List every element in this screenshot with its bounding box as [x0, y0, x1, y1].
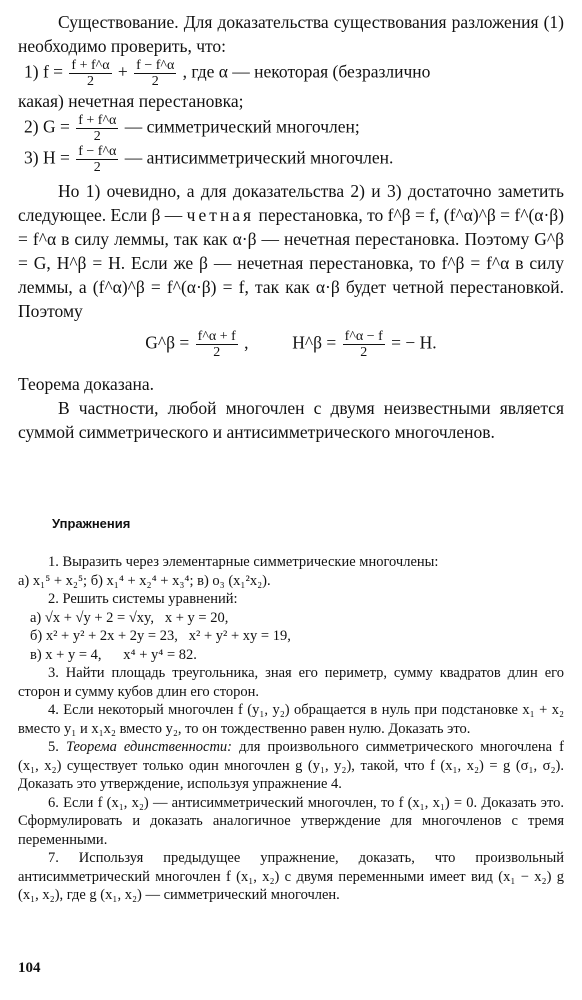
frac-numerator: f^α − f [344, 329, 383, 344]
exercise-5-number: 5. [48, 739, 59, 755]
frac-denominator: 2 [151, 74, 159, 89]
exercise-1-parts: а) x₁⁵ + x₂⁵; б) x₁⁴ + x₂⁴ + x₃⁴; в) o₃ (x₁²x₂). [18, 572, 271, 589]
theorem-proved: Теорема доказана. [18, 374, 155, 394]
system-b-eq1: б) x² + y² + 2x + 2y = 23, [30, 628, 178, 644]
frac-denominator: 2 [93, 129, 101, 144]
page-number: 104 [18, 960, 41, 976]
condition-2-text: — симметрический многочлен; [124, 116, 360, 137]
system-b [18, 627, 564, 646]
system-b-eq2: x² + y² + xy = 19, [188, 628, 291, 644]
display-middle: , H^β = [244, 332, 337, 353]
main-text [18, 10, 564, 444]
frac-numerator: f^α + f [197, 329, 236, 344]
exercise-5-title: Теорема единственности: [65, 739, 233, 755]
frac-denominator: 2 [86, 74, 94, 89]
frac-numerator: f − f^α [78, 144, 117, 159]
condition-3-mark: 3) [24, 147, 39, 168]
exercise-4: 4. Если некоторый многочлен f (y₁, y₂) обращается в нуль при подстановке x₁ + x₂ вместо y₁ и x₁x₂ вместо y₂, то он тождественно равен нулю. Доказать это. [18, 702, 564, 737]
condition-2-lhs: G = [42, 116, 70, 137]
exercises-block [18, 553, 564, 905]
frac-denominator: 2 [360, 345, 368, 360]
proof-text-b: перестановка, то f^β = f, (f^α)^β = f^(α·β) = f^α в силу леммы, так как α·β — нечетная перестановка. Поэтому G^β = G, H^β = H. Если же β — нечетная перестановка, то f^β = f^α в силу леммы, а (f^α)^β = f^(α·β) = f, так как α·β будет четной перестановкой. Поэтому [18, 205, 565, 321]
condition-1-mark: 1) [24, 61, 39, 82]
condition-2-fraction [76, 113, 118, 144]
display-formula [18, 329, 564, 360]
frac-denominator: 2 [93, 160, 101, 175]
condition-2 [18, 113, 564, 144]
condition-1-lhs: f = [42, 61, 64, 82]
frac-numerator: f + f^α [78, 113, 117, 128]
display-lhs-g: G^β = [145, 332, 190, 353]
display-fraction-1 [196, 329, 238, 360]
system-c-eq2: x⁴ + y⁴ = 82. [123, 646, 197, 663]
display-end: = − H. [391, 332, 437, 353]
exercise-5 [18, 738, 564, 794]
condition-3-fraction [76, 144, 118, 175]
condition-3-text: — антисимметрический многочлен. [124, 147, 394, 168]
exercise-5-text: для произвольного симметрического многочлена f (x₁, x₂) существует только один многочлен g (y₁, y₂), такой, что f (x₁, x₂) = g (σ₁, σ₂). Доказать это утверждение, используя упражнение 4. [18, 739, 564, 792]
condition-1-fraction-1 [69, 58, 111, 89]
exercises-heading: Упражнения [52, 516, 131, 531]
system-c [18, 646, 564, 665]
condition-1-text: , где α — некоторая (безразлично [182, 61, 431, 82]
proof-paragraph [18, 179, 564, 323]
frac-numerator: f + f^α [71, 58, 110, 73]
proof-spaced-word: четная [186, 205, 255, 225]
condition-3 [18, 144, 564, 175]
exercise-3: 3. Найти площадь треугольника, зная его периметр, сумму квадратов длин его сторон и сумму кубов длин его сторон. [18, 665, 564, 700]
frac-denominator: 2 [213, 345, 221, 360]
condition-1-fraction-2 [134, 58, 176, 89]
condition-1-continuation: какая) нечетная перестановка; [18, 91, 244, 111]
condition-1 [18, 58, 564, 89]
exercise-1: 1. Выразить через элементарные симметрические многочлены: [48, 554, 439, 570]
intro-paragraph: Существование. Для доказательства существования разложения (1) необходимо проверить, что: [18, 12, 564, 56]
system-c-eq1: в) x + y = 4, [30, 646, 102, 663]
exercise-7: 7. Используя предыдущее упражнение, доказать, что произвольный антисимметрический многочлен f (x₁, x₂) с двумя переменными имеет вид (x₁ − x₂) g (x₁, x₂), где g (x₁, x₂) — симметрический многочлен. [18, 850, 564, 903]
condition-1-plus: + [117, 61, 128, 82]
proof-text-a: Но 1) очевидно, а для доказательства 2) и 3) достаточно заметить следующее. Если β — [18, 181, 564, 225]
display-fraction-2 [343, 329, 385, 360]
remark-paragraph: В частности, любой многочлен с двумя неизвестными является суммой симметрического и антисимметрического многочленов. [18, 398, 564, 442]
system-a [18, 609, 564, 628]
condition-3-lhs: H = [42, 147, 70, 168]
system-a-eq1: а) √x + √y + 2 = √xy, [30, 609, 154, 626]
exercise-2: 2. Решить системы уравнений: [48, 591, 238, 607]
exercise-6: 6. Если f (x₁, x₂) — антисимметрический многочлен, то f (x₁, x₁) = 0. Доказать это. Сформулировать и доказать аналогичное утверждение для многочленов с тремя переменными. [18, 794, 564, 848]
system-a-eq2: x + y = 20, [164, 609, 229, 626]
condition-2-mark: 2) [24, 116, 39, 137]
frac-numerator: f − f^α [136, 58, 175, 73]
